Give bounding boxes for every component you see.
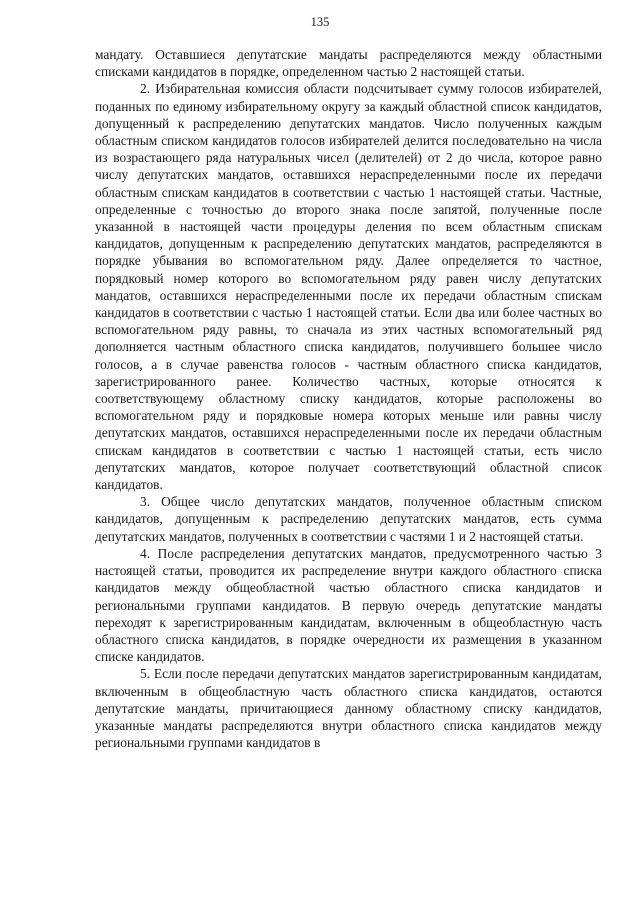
document-body bbox=[95, 46, 602, 751]
page-number: 135 bbox=[310, 15, 330, 29]
paragraph-part-5: 5. Если после передачи депутатских мандатов зарегистрированным кандидатам, включенным в общеобластную часть областного списка кандидатов, остаются депутатские мандаты, причитающиеся данному областному списку кандидатов, указанные мандаты распределяются внутри областного списка кандидатов между региональными группами кандидатов в bbox=[95, 666, 602, 751]
paragraph-part-2: 2. Избирательная комиссия области подсчитывает сумму голосов избирателей, поданных по единому избирательному округу за каждый областной список кандидатов, допущенный к распределению депутатских мандатов. Число полученных каждым областным списком кандидатов голосов избирателей делится последовательно на числа из возрастающего ряда натуральных чисел (делителей) от 2 до числа, которое равно числу депутатских мандатов, оставшихся нераспределенными после их передачи областным спискам кандидатов в соответствии с частью 1 настоящей статьи. Частные, определенные с точностью до второго знака после запятой, полученные после указанной в настоящей части процедуры деления по всем областным спискам кандидатов, допущенным к распределению депутатских мандатов, распределяются в порядке убывания во вспомогательном ряду. Далее определяется то частное, порядковый номер которого во вспомогательном ряду равен числу депутатских мандатов, оставшихся нераспределенными после их передачи областным спискам кандидатов в соответствии с частью 1 настоящей статьи. Если два или более частных во вспомогательном ряду равны, то сначала из этих частных вспомогательный ряд дополняется частным областного списка кандидатов, получившего большее число голосов, а в случае равенства голосов - частным областного списка кандидатов, зарегистрированного ранее. Количество частных, которые относятся к соответствующему областному списку кандидатов, которые расположены во вспомогательном ряду и порядковые номера которых меньше или равны числу депутатских мандатов, оставшихся нераспределенными после их передачи областным спискам кандидатов в соответствии с частью 1 настоящей статьи, есть число депутатских мандатов, которое получает соответствующий областной список кандидатов. bbox=[95, 81, 602, 493]
paragraph-part-4: 4. После распределения депутатских мандатов, предусмотренного частью 3 настоящей статьи, проводится их распределение внутри каждого областного списка кандидатов между общеобластной частью областного списка кандидатов и региональными группами кандидатов. В первую очередь депутатские мандаты переходят к зарегистрированным кандидатам, включенным в общеобластную часть областного списка кандидатов, в порядке очередности их размещения в указанном списке кандидатов. bbox=[95, 545, 602, 665]
paragraph-continuation: мандату. Оставшиеся депутатские мандаты распределяются между областными списками кандидатов в порядке, определенном частью 2 настоящей статьи. bbox=[95, 47, 602, 80]
paragraph-part-3: 3. Общее число депутатских мандатов, полученное областным списком кандидатов, допущенным к распределению депутатских мандатов, есть сумма депутатских мандатов, полученных в соответствии с частями 1 и 2 настоящей статьи. bbox=[95, 494, 602, 544]
